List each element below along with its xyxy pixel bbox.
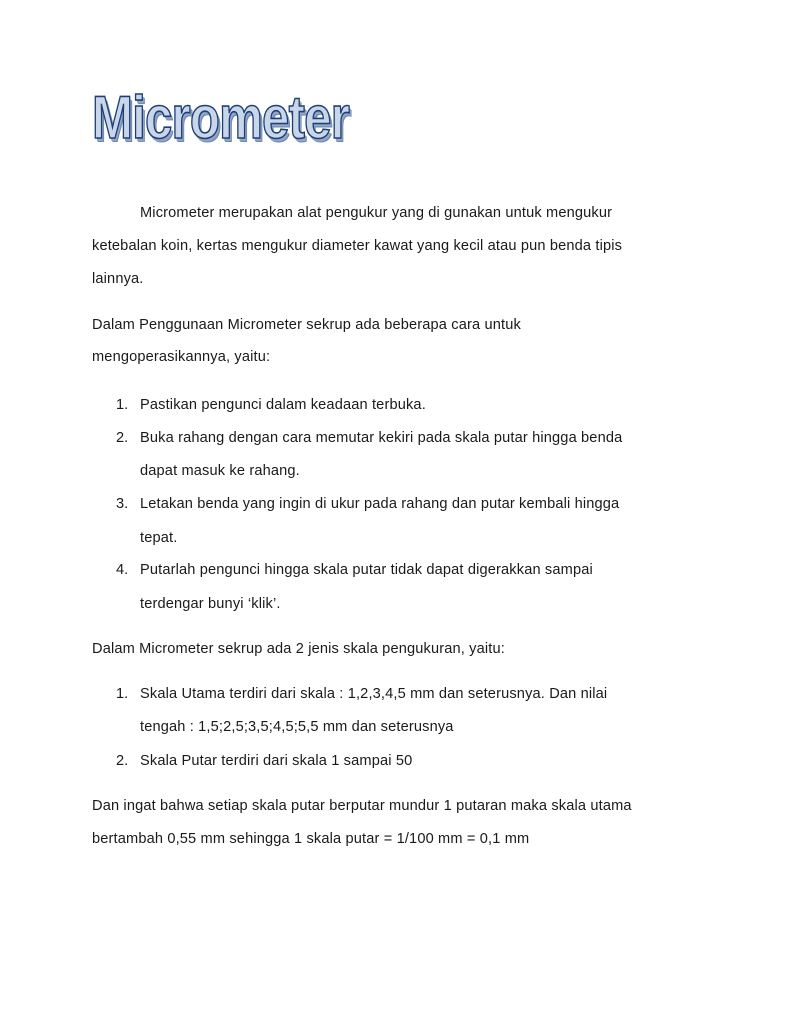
list-text: tepat. (140, 530, 178, 546)
list-number: 1. (116, 397, 129, 413)
list-number: 1. (116, 686, 129, 702)
list-number: 2. (116, 430, 129, 446)
list-text: Putarlah pengunci hingga skala putar tidak dapat digerakkan sampai (140, 562, 593, 578)
list-text: Pastikan pengunci dalam keadaan terbuka. (140, 397, 426, 413)
list-text: Buka rahang dengan cara memutar kekiri pada skala putar hingga benda (140, 430, 623, 446)
intro-line-3: lainnya. (92, 271, 144, 287)
list-number: 4. (116, 562, 129, 578)
list-text: dapat masuk ke rahang. (140, 463, 300, 479)
scales-intro: Dalam Micrometer sekrup ada 2 jenis skala pengukuran, yaitu: (92, 641, 505, 657)
intro-line-2: ketebalan koin, kertas mengukur diameter kawat yang kecil atau pun benda tipis (92, 238, 623, 254)
conclusion-line-2: bertambah 0,55 mm sehingga 1 skala putar = 1/100 mm = 0,1 mm (92, 831, 530, 847)
usage-intro-line-1: Dalam Penggunaan Micrometer sekrup ada beberapa cara untuk (92, 317, 521, 333)
list-number: 2. (116, 753, 129, 769)
conclusion-line-1: Dan ingat bahwa setiap skala putar berputar mundur 1 putaran maka skala utama (92, 798, 632, 814)
usage-intro-line-2: mengoperasikannya, yaitu: (92, 349, 271, 365)
list-text: tengah : 1,5;2,5;3,5;4,5;5,5 mm dan seterusnya (140, 719, 454, 735)
list-text: Letakan benda yang ingin di ukur pada rahang dan putar kembali hingga (140, 496, 620, 512)
list-number: 3. (116, 496, 129, 512)
list-text: Skala Utama terdiri dari skala : 1,2,3,4,5 mm dan seterusnya. Dan nilai (140, 686, 608, 702)
intro-line-1: Micrometer merupakan alat pengukur yang di gunakan untuk mengukur (140, 205, 613, 221)
list-text: terdengar bunyi ‘klik’. (140, 596, 281, 612)
list-text: Skala Putar terdiri dari skala 1 sampai 50 (140, 753, 413, 769)
page-title: Micrometer (92, 84, 350, 151)
